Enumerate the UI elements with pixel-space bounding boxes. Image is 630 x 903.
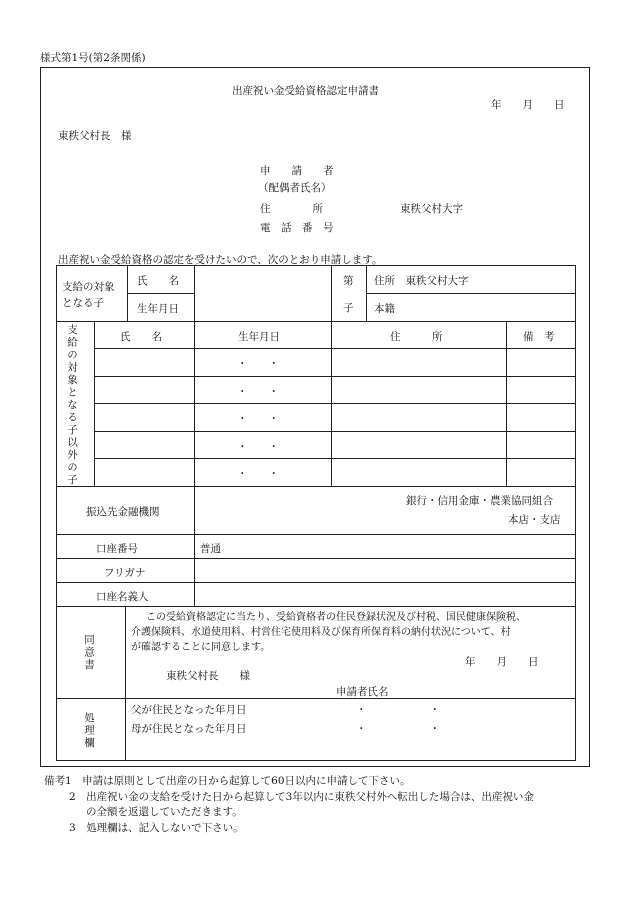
account-type: 普通 — [200, 543, 221, 555]
processing-row-father: 父が住民となった年月日 — [131, 704, 247, 716]
consent-text-1: この受給資格認定に当たり、受給資格者の住民登録状況及び村税、国民健康保険税、 — [146, 612, 526, 623]
consent-date: 年 月 日 — [465, 656, 539, 668]
others-dots-4: ・ ・ — [237, 441, 279, 453]
form-date: 年 月 日 — [491, 99, 565, 111]
addressee: 東秩父村長 様 — [58, 130, 132, 142]
child-honseki: 本籍 — [374, 303, 395, 315]
others-dots-3: ・ ・ — [237, 413, 279, 425]
child-label-2: となる子 — [62, 297, 104, 309]
consent-addressee: 東秩父村長 様 — [166, 670, 250, 682]
consent-label: 同意書 — [83, 634, 95, 672]
child-name-label: 氏 名 — [137, 275, 179, 287]
others-dots-5: ・ ・ — [237, 468, 279, 480]
address-label: 住 所 — [260, 203, 323, 215]
furigana-label: フリガナ — [104, 567, 146, 579]
child-label-1: 支給の対象 — [62, 281, 115, 293]
others-header-birth: 生年月日 — [238, 331, 280, 343]
form-title: 出産祝い金受給資格認定申請書 — [232, 85, 379, 97]
consent-text-2: 介護保険料、水道使用料、村営住宅使用料及び保育所保育料の納付状況について、村 — [131, 627, 511, 638]
intro-text: 出産祝い金受給資格の認定を受けたいので、次のとおり申請します。 — [58, 254, 383, 266]
processing-label: 処理欄 — [83, 712, 95, 750]
form-number: 様式第1号(第2条関係) — [40, 52, 146, 64]
consent-signer-label: 申請者氏名 — [336, 686, 389, 698]
others-header-notes: 備 考 — [523, 331, 555, 343]
bank-label: 振込先金融機関 — [86, 506, 160, 518]
others-vertical-label: 支給の対象となる子以外の子 — [66, 324, 78, 487]
bank-types: 銀行・信用金庫・農業協同組合 — [406, 495, 553, 507]
account-no-label: 口座番号 — [96, 543, 138, 555]
bank-branch: 本店・支店 — [508, 514, 561, 526]
child-order-ko: 子 — [343, 302, 354, 314]
others-dots-1: ・ ・ — [237, 358, 279, 370]
phone-label: 電 話 番 号 — [260, 222, 334, 234]
note-3: 3 処理欄は、記入しないで下さい。 — [69, 822, 244, 834]
child-birth-label: 生年月日 — [137, 303, 179, 315]
processing-dots-mother: ・ ・ — [356, 723, 440, 735]
child-order-dai: 第 — [343, 275, 354, 287]
note-2a: 2 出産祝い金の支給を受けた日から起算して3年以内に東秩父村外へ転出した場合は、出産祝い金 — [69, 791, 534, 803]
others-dots-2: ・ ・ — [237, 386, 279, 398]
consent-text-3: が確認することに同意します。 — [131, 642, 271, 653]
others-header-address: 住 所 — [390, 331, 443, 343]
spouse-label: （配偶者氏名） — [258, 182, 332, 194]
address-value: 東秩父村大字 — [400, 203, 463, 215]
others-header-name: 氏 名 — [120, 331, 162, 343]
applicant-label: 申 請 者 — [260, 165, 334, 177]
child-address: 住所 東秩父村大字 — [374, 275, 469, 287]
note-2b: の全額を返還していただきます。 — [86, 806, 243, 818]
processing-row-mother: 母が住民となった年月日 — [131, 723, 247, 735]
account-holder-label: 口座名義人 — [96, 591, 149, 603]
note-1: 備考1 申請は原則として出産の日から起算して60日以内に申請して下さい。 — [44, 775, 411, 787]
processing-dots-father: ・ ・ — [356, 704, 440, 716]
